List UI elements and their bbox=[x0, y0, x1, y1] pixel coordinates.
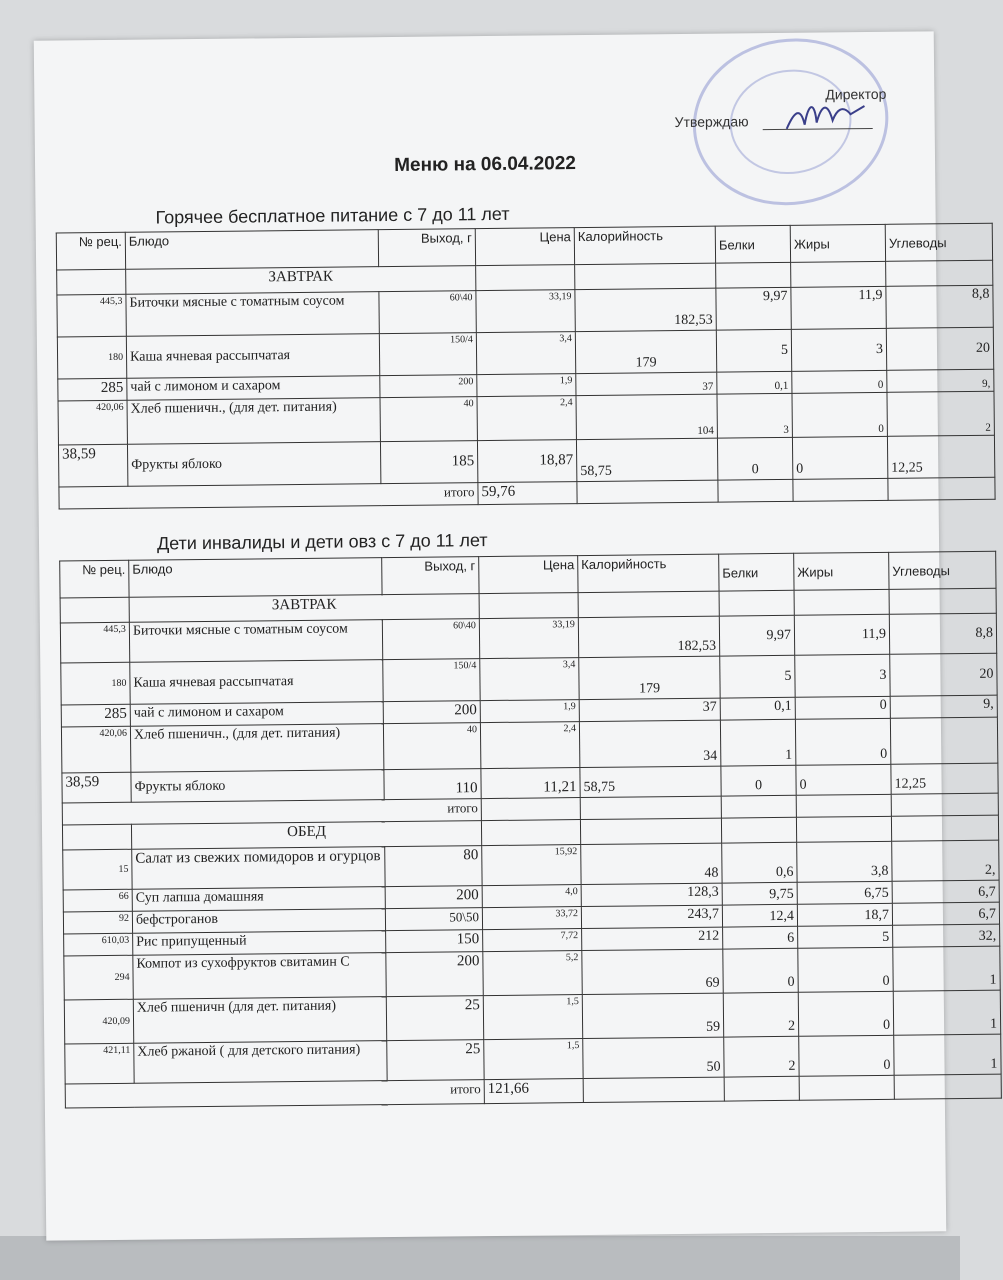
row-cal: 212 bbox=[582, 927, 723, 950]
row-protein: 0,1 bbox=[720, 697, 795, 720]
col-carbs: Углеводы bbox=[889, 551, 996, 589]
row-price: 2,4 bbox=[477, 396, 576, 441]
row-out: 40 bbox=[380, 397, 477, 442]
row-price: 1,9 bbox=[480, 700, 579, 723]
row-num: 420,06 bbox=[58, 400, 127, 445]
row-name: Хлеб ржаной ( для детского питания) bbox=[134, 1041, 387, 1084]
menu-sheet bbox=[34, 31, 998, 1240]
approval-role: Директор bbox=[825, 85, 887, 103]
total-label: итого bbox=[65, 1080, 484, 1108]
row-num: 445,3 bbox=[60, 622, 129, 663]
section1-title: Горячее бесплатное питание с 7 до 11 лет bbox=[155, 203, 510, 228]
row-protein: 0,6 bbox=[722, 842, 797, 883]
col-num: № рец. bbox=[56, 232, 125, 270]
total-value: 121,66 bbox=[484, 1079, 583, 1104]
row-fat: 5 bbox=[798, 925, 893, 948]
row-protein: 1 bbox=[720, 719, 795, 766]
section2-title: Дети инвалиды и дети овз с 7 до 11 лет bbox=[156, 530, 488, 554]
row-price: 11,21 bbox=[481, 768, 580, 799]
row-fat: 3 bbox=[791, 328, 886, 371]
row-out: 25 bbox=[387, 1040, 484, 1081]
row-fat: 0 bbox=[798, 947, 893, 992]
row-name: Фрукты яблоко bbox=[131, 770, 384, 803]
row-carbs: 1 bbox=[893, 946, 1000, 991]
row-fat: 11,9 bbox=[794, 614, 889, 655]
row-name: Хлеб пшеничн (для дет. питания) bbox=[133, 997, 386, 1044]
row-fat: 0 bbox=[792, 392, 887, 437]
row-name: Хлеб пшеничн., (для дет. питания) bbox=[130, 724, 383, 773]
col-name: Блюдо bbox=[125, 230, 378, 270]
row-carbs: 2 bbox=[887, 391, 994, 436]
row-cal: 37 bbox=[579, 698, 720, 721]
row-price: 1,5 bbox=[484, 1039, 583, 1080]
col-fat: Жиры bbox=[790, 224, 885, 262]
row-num: 66 bbox=[63, 889, 132, 912]
col-cal: Калорийность bbox=[578, 554, 719, 592]
col-protein: Белки bbox=[715, 225, 790, 263]
row-price: 33,19 bbox=[476, 290, 575, 333]
row-price: 18,87 bbox=[477, 440, 576, 483]
row-price: 15,92 bbox=[482, 845, 581, 886]
row-cal: 182,53 bbox=[575, 288, 716, 331]
row-out: 50\50 bbox=[385, 908, 482, 931]
row-carbs: 8,8 bbox=[886, 285, 993, 328]
row-cal: 48 bbox=[581, 843, 722, 884]
row-cal: 37 bbox=[576, 372, 717, 395]
row-fat: 11,9 bbox=[791, 286, 886, 329]
row-cal: 58,75 bbox=[580, 766, 721, 797]
row-out: 110 bbox=[384, 769, 481, 800]
row-fat: 18,7 bbox=[797, 903, 892, 926]
meal-label: ОБЕД bbox=[131, 821, 481, 850]
row-fat: 0 bbox=[798, 991, 893, 1036]
total-label: итого bbox=[59, 483, 478, 509]
row-price: 4,0 bbox=[482, 885, 581, 908]
signature-icon bbox=[780, 90, 871, 141]
row-cal: 50 bbox=[583, 1037, 724, 1078]
row-carbs: 2, bbox=[892, 840, 999, 881]
total-value: 59,76 bbox=[478, 482, 577, 505]
row-fat: 6,75 bbox=[797, 881, 892, 904]
row-carbs: 12,25 bbox=[887, 435, 994, 478]
background-edge bbox=[0, 1236, 960, 1280]
row-out: 200 bbox=[380, 375, 477, 398]
row-cal: 59 bbox=[582, 993, 723, 1038]
row-cal: 104 bbox=[576, 394, 717, 439]
col-fat: Жиры bbox=[794, 552, 889, 590]
row-price: 3,4 bbox=[476, 332, 575, 375]
row-num: 38,59 bbox=[62, 772, 131, 803]
row-out: 200 bbox=[383, 701, 480, 724]
row-name: Рис припущенный bbox=[133, 931, 386, 956]
row-price: 1,5 bbox=[483, 995, 582, 1040]
col-price: Цена bbox=[475, 228, 574, 266]
meal-label: ЗАВТРАК bbox=[126, 266, 476, 295]
row-fat: 3,8 bbox=[797, 841, 892, 882]
col-name: Блюдо bbox=[129, 558, 382, 598]
row-num: 180 bbox=[57, 336, 126, 379]
row-num: 421,11 bbox=[65, 1043, 134, 1084]
row-name: Каша ячневая рассыпчатая bbox=[126, 334, 379, 379]
row-carbs: 12,25 bbox=[891, 763, 998, 794]
row-fat: 0 bbox=[796, 764, 891, 795]
row-carbs: 20 bbox=[886, 327, 993, 370]
row-name: Суп лапша домашняя bbox=[132, 887, 385, 912]
approval-verb: Утверждаю bbox=[674, 113, 749, 131]
row-out: 60\40 bbox=[382, 619, 479, 660]
row-num: 180 bbox=[61, 662, 130, 705]
row-name: Салат из свежих помидоров и огурцов bbox=[132, 847, 385, 890]
menu-table-2 bbox=[59, 551, 1002, 1109]
row-price: 5,2 bbox=[483, 951, 582, 996]
row-fat: 0 bbox=[795, 696, 890, 719]
col-protein: Белки bbox=[719, 553, 794, 591]
row-protein: 9,75 bbox=[722, 882, 797, 905]
row-cal: 179 bbox=[575, 330, 716, 373]
row-price: 33,19 bbox=[479, 618, 578, 659]
row-carbs: 9, bbox=[890, 695, 997, 718]
row-name: чай с лимоном и сахаром bbox=[130, 702, 383, 727]
row-cal: 243,7 bbox=[581, 905, 722, 928]
row-out: 150/4 bbox=[383, 659, 480, 702]
row-carbs: 1 bbox=[894, 1034, 1001, 1075]
row-fat: 0 bbox=[792, 370, 887, 393]
row-protein: 6 bbox=[723, 926, 798, 949]
col-carbs: Углеводы bbox=[885, 223, 992, 261]
row-out: 40 bbox=[383, 723, 480, 770]
row-cal: 69 bbox=[582, 949, 723, 994]
row-name: Биточки мясные с томатным соусом bbox=[129, 620, 382, 663]
row-cal: 34 bbox=[579, 720, 720, 767]
row-carbs: 6,7 bbox=[892, 880, 999, 903]
row-num: 285 bbox=[58, 378, 127, 401]
row-protein: 0,1 bbox=[717, 371, 792, 394]
row-cal: 179 bbox=[579, 656, 720, 699]
row-num: 285 bbox=[61, 704, 130, 727]
row-protein: 0 bbox=[723, 948, 798, 993]
row-num: 15 bbox=[63, 849, 132, 890]
row-protein: 5 bbox=[720, 655, 795, 698]
row-num: 610,03 bbox=[64, 933, 133, 956]
row-protein: 2 bbox=[723, 992, 798, 1037]
row-fat: 0 bbox=[799, 1035, 894, 1076]
row-carbs: 6,7 bbox=[892, 902, 999, 925]
row-protein: 3 bbox=[717, 393, 792, 438]
row-out: 150 bbox=[386, 930, 483, 953]
row-protein: 9,97 bbox=[719, 615, 794, 656]
row-out: 150/4 bbox=[379, 333, 476, 376]
row-num: 294 bbox=[64, 955, 133, 1000]
row-fat: 3 bbox=[795, 654, 890, 697]
row-price: 7,72 bbox=[483, 929, 582, 952]
row-name: Биточки мясные с томатным соусом bbox=[126, 292, 379, 337]
row-name: Компот из сухофруктов свитамин С bbox=[133, 953, 386, 1000]
row-name: Фрукты яблоко bbox=[127, 442, 380, 487]
row-out: 200 bbox=[385, 886, 482, 909]
row-name: чай с лимоном и сахаром bbox=[127, 376, 380, 401]
menu-table-1 bbox=[56, 223, 996, 510]
col-out: Выход, г bbox=[382, 557, 479, 595]
row-cal: 182,53 bbox=[578, 616, 719, 657]
row-fat: 0 bbox=[795, 718, 890, 765]
row-cal: 128,3 bbox=[581, 883, 722, 906]
col-num: № рец. bbox=[60, 560, 129, 598]
row-out: 80 bbox=[385, 846, 482, 887]
row-carbs: 1 bbox=[893, 990, 1000, 1035]
row-protein: 0 bbox=[721, 765, 796, 796]
row-out: 185 bbox=[380, 441, 477, 484]
row-num: 420,09 bbox=[64, 999, 133, 1044]
row-out: 200 bbox=[386, 952, 483, 997]
row-name: бефстроганов bbox=[132, 909, 385, 934]
row-num: 445,3 bbox=[57, 294, 126, 337]
col-out: Выход, г bbox=[378, 229, 475, 267]
row-protein: 5 bbox=[716, 329, 791, 372]
row-price: 1,9 bbox=[477, 374, 576, 397]
row-protein: 0 bbox=[717, 437, 792, 480]
row-out: 25 bbox=[386, 996, 483, 1041]
col-price: Цена bbox=[479, 556, 578, 594]
row-out: 60\40 bbox=[379, 291, 476, 334]
row-carbs bbox=[890, 717, 997, 764]
row-protein: 9,97 bbox=[716, 287, 791, 330]
row-protein: 12,4 bbox=[722, 904, 797, 927]
row-fat: 0 bbox=[792, 436, 887, 479]
row-num: 38,59 bbox=[58, 444, 127, 487]
row-name: Каша ячневая рассыпчатая bbox=[130, 660, 383, 705]
total-label: итого bbox=[62, 799, 481, 825]
row-num: 420,06 bbox=[61, 726, 130, 773]
row-carbs: 20 bbox=[890, 653, 997, 696]
row-name: Хлеб пшеничн., (для дет. питания) bbox=[127, 398, 380, 445]
page-title: Меню на 06.04.2022 bbox=[394, 153, 577, 176]
row-price: 33,72 bbox=[482, 907, 581, 930]
row-protein: 2 bbox=[724, 1036, 799, 1077]
row-carbs: 32, bbox=[893, 924, 1000, 947]
row-num: 92 bbox=[63, 911, 132, 934]
row-cal: 58,75 bbox=[576, 438, 717, 481]
row-price: 2,4 bbox=[480, 722, 579, 769]
meal-label: ЗАВТРАК bbox=[129, 594, 479, 623]
row-price: 3,4 bbox=[480, 658, 579, 701]
col-cal: Калорийность bbox=[574, 226, 715, 264]
row-carbs: 8,8 bbox=[889, 613, 996, 654]
row-carbs: 9, bbox=[887, 369, 994, 392]
